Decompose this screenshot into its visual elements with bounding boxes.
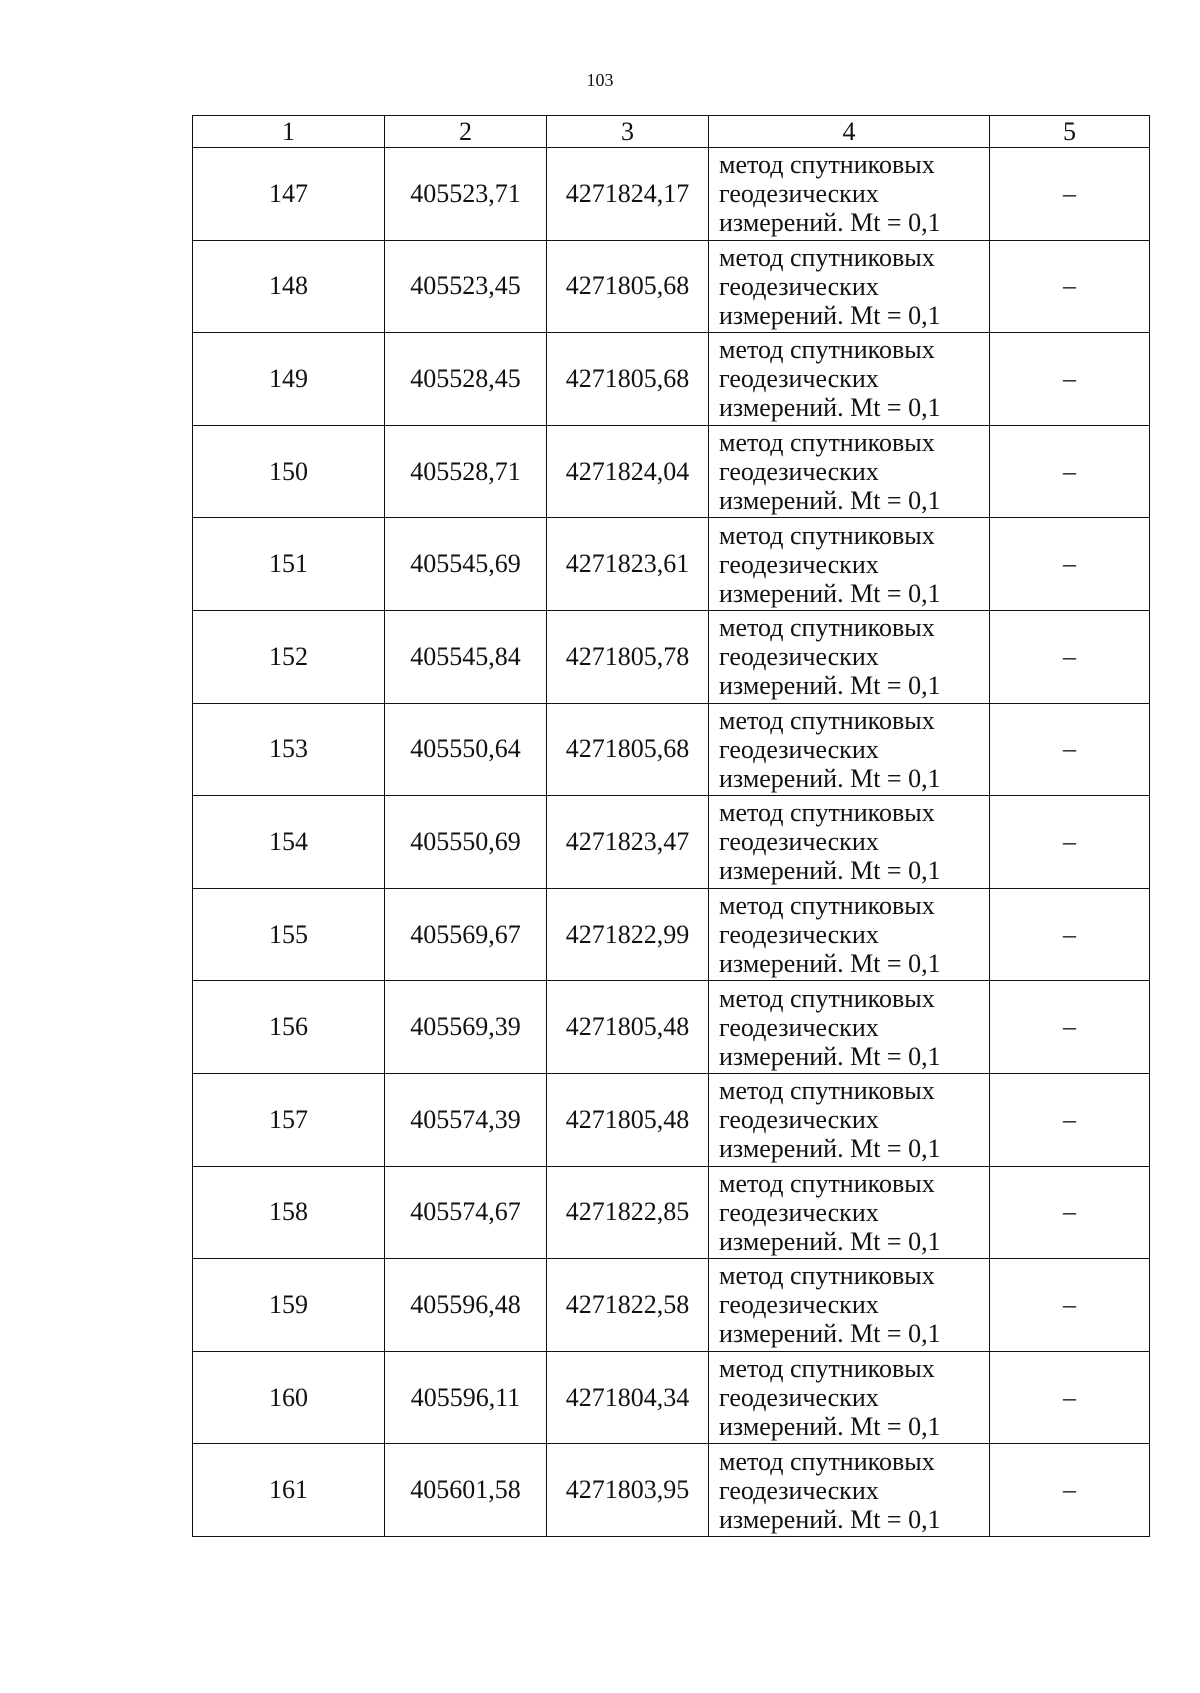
x-coordinate-cell: 405569,39 (385, 981, 547, 1074)
table-row (193, 1166, 1150, 1259)
table-body (193, 148, 1150, 1537)
method-cell (709, 796, 990, 889)
point-number-cell: 150 (193, 425, 385, 518)
method-cell (709, 981, 990, 1074)
method-cell (709, 425, 990, 518)
column-5-cell: – (990, 1444, 1150, 1537)
method-line-1: метод спутниковых (719, 428, 935, 458)
method-line-1: метод спутниковых (719, 335, 935, 365)
column-5-cell: – (990, 703, 1150, 796)
header-col-3: 3 (547, 116, 709, 148)
table-row (193, 1351, 1150, 1444)
x-coordinate-cell: 405550,69 (385, 796, 547, 889)
method-line-3: измерений. Mt = 0,1 (719, 1412, 941, 1442)
point-number-cell: 156 (193, 981, 385, 1074)
column-5-cell: – (990, 1259, 1150, 1352)
table-row (193, 1073, 1150, 1166)
x-coordinate-cell: 405545,84 (385, 610, 547, 703)
method-line-2: геодезических (719, 1105, 879, 1135)
y-coordinate-cell: 4271823,61 (547, 518, 709, 611)
point-number-cell: 160 (193, 1351, 385, 1444)
column-5-cell: – (990, 240, 1150, 333)
x-coordinate-cell: 405574,67 (385, 1166, 547, 1259)
column-5-cell: – (990, 425, 1150, 518)
y-coordinate-cell: 4271803,95 (547, 1444, 709, 1537)
y-coordinate-cell: 4271805,78 (547, 610, 709, 703)
method-line-3: измерений. Mt = 0,1 (719, 486, 941, 516)
method-line-1: метод спутниковых (719, 1354, 935, 1384)
method-line-2: геодезических (719, 271, 879, 301)
method-line-3: измерений. Mt = 0,1 (719, 671, 941, 701)
y-coordinate-cell: 4271804,34 (547, 1351, 709, 1444)
method-line-1: метод спутниковых (719, 1168, 935, 1198)
column-5-cell: – (990, 796, 1150, 889)
method-line-1: метод спутниковых (719, 1446, 935, 1476)
method-line-2: геодезических (719, 179, 879, 209)
method-cell (709, 1073, 990, 1166)
method-line-3: измерений. Mt = 0,1 (719, 1041, 941, 1071)
y-coordinate-cell: 4271822,99 (547, 888, 709, 981)
column-5-cell: – (990, 518, 1150, 611)
x-coordinate-cell: 405528,71 (385, 425, 547, 518)
point-number-cell: 151 (193, 518, 385, 611)
y-coordinate-cell: 4271805,48 (547, 981, 709, 1074)
table-row (193, 333, 1150, 426)
y-coordinate-cell: 4271805,48 (547, 1073, 709, 1166)
table-row (193, 1444, 1150, 1537)
table-row (193, 518, 1150, 611)
method-line-1: метод спутниковых (719, 242, 935, 272)
y-coordinate-cell: 4271823,47 (547, 796, 709, 889)
x-coordinate-cell: 405574,39 (385, 1073, 547, 1166)
table-row (193, 1259, 1150, 1352)
column-5-cell: – (990, 333, 1150, 426)
method-line-2: геодезических (719, 1012, 879, 1042)
y-coordinate-cell: 4271805,68 (547, 240, 709, 333)
table-row (193, 796, 1150, 889)
method-line-1: метод спутниковых (719, 798, 935, 828)
method-cell (709, 703, 990, 796)
x-coordinate-cell: 405569,67 (385, 888, 547, 981)
method-line-1: метод спутниковых (719, 1076, 935, 1106)
method-line-2: геодезических (719, 920, 879, 950)
point-number-cell: 152 (193, 610, 385, 703)
table-row (193, 240, 1150, 333)
method-line-3: измерений. Mt = 0,1 (719, 300, 941, 330)
point-number-cell: 157 (193, 1073, 385, 1166)
method-cell (709, 518, 990, 611)
x-coordinate-cell: 405545,69 (385, 518, 547, 611)
method-line-2: геодезических (719, 734, 879, 764)
column-5-cell: – (990, 610, 1150, 703)
point-number-cell: 158 (193, 1166, 385, 1259)
table-row (193, 610, 1150, 703)
point-number-cell: 147 (193, 148, 385, 241)
method-line-1: метод спутниковых (719, 150, 935, 180)
column-5-cell: – (990, 1166, 1150, 1259)
method-cell (709, 240, 990, 333)
point-number-cell: 153 (193, 703, 385, 796)
method-line-1: метод спутниковых (719, 520, 935, 550)
header-row (193, 116, 1150, 148)
method-line-2: геодезических (719, 642, 879, 672)
method-cell (709, 610, 990, 703)
method-line-2: геодезических (719, 1475, 879, 1505)
method-line-2: геодезических (719, 827, 879, 857)
method-line-2: геодезических (719, 364, 879, 394)
method-cell (709, 1444, 990, 1537)
method-line-2: геодезических (719, 457, 879, 487)
point-number-cell: 154 (193, 796, 385, 889)
method-cell (709, 1351, 990, 1444)
table-row (193, 425, 1150, 518)
y-coordinate-cell: 4271824,17 (547, 148, 709, 241)
table-row (193, 148, 1150, 241)
x-coordinate-cell: 405596,48 (385, 1259, 547, 1352)
method-cell (709, 888, 990, 981)
y-coordinate-cell: 4271805,68 (547, 333, 709, 426)
method-line-1: метод спутниковых (719, 613, 935, 643)
point-number-cell: 161 (193, 1444, 385, 1537)
header-col-4: 4 (709, 116, 990, 148)
method-line-3: измерений. Mt = 0,1 (719, 393, 941, 423)
page-number: 103 (586, 70, 614, 90)
method-line-3: измерений. Mt = 0,1 (719, 856, 941, 886)
column-5-cell: – (990, 1073, 1150, 1166)
column-5-cell: – (990, 981, 1150, 1074)
column-5-cell: – (990, 888, 1150, 981)
point-number-cell: 155 (193, 888, 385, 981)
method-line-3: измерений. Mt = 0,1 (719, 763, 941, 793)
method-cell (709, 148, 990, 241)
method-line-3: измерений. Mt = 0,1 (719, 208, 941, 238)
header-col-1: 1 (193, 116, 385, 148)
column-5-cell: – (990, 148, 1150, 241)
method-line-1: метод спутниковых (719, 1261, 935, 1291)
method-line-3: измерений. Mt = 0,1 (719, 578, 941, 608)
y-coordinate-cell: 4271822,85 (547, 1166, 709, 1259)
table-row (193, 981, 1150, 1074)
method-line-1: метод спутниковых (719, 891, 935, 921)
column-5-cell: – (990, 1351, 1150, 1444)
y-coordinate-cell: 4271805,68 (547, 703, 709, 796)
table-row (193, 888, 1150, 981)
y-coordinate-cell: 4271822,58 (547, 1259, 709, 1352)
method-cell (709, 1259, 990, 1352)
table-header (193, 116, 1150, 148)
method-cell (709, 333, 990, 426)
table-row (193, 703, 1150, 796)
coordinates-table (192, 115, 1150, 1537)
method-line-2: геодезических (719, 1383, 879, 1413)
y-coordinate-cell: 4271824,04 (547, 425, 709, 518)
x-coordinate-cell: 405523,71 (385, 148, 547, 241)
method-line-2: геодезических (719, 1197, 879, 1227)
method-cell (709, 1166, 990, 1259)
method-line-3: измерений. Mt = 0,1 (719, 1226, 941, 1256)
header-col-2: 2 (385, 116, 547, 148)
point-number-cell: 159 (193, 1259, 385, 1352)
method-line-3: измерений. Mt = 0,1 (719, 949, 941, 979)
point-number-cell: 148 (193, 240, 385, 333)
method-line-2: геодезических (719, 549, 879, 579)
method-line-1: метод спутниковых (719, 705, 935, 735)
method-line-3: измерений. Mt = 0,1 (719, 1134, 941, 1164)
x-coordinate-cell: 405596,11 (385, 1351, 547, 1444)
method-line-1: метод спутниковых (719, 983, 935, 1013)
x-coordinate-cell: 405523,45 (385, 240, 547, 333)
point-number-cell: 149 (193, 333, 385, 426)
x-coordinate-cell: 405601,58 (385, 1444, 547, 1537)
x-coordinate-cell: 405550,64 (385, 703, 547, 796)
method-line-2: геодезических (719, 1290, 879, 1320)
x-coordinate-cell: 405528,45 (385, 333, 547, 426)
method-line-3: измерений. Mt = 0,1 (719, 1319, 941, 1349)
header-col-5: 5 (990, 116, 1150, 148)
method-line-3: измерений. Mt = 0,1 (719, 1504, 941, 1534)
